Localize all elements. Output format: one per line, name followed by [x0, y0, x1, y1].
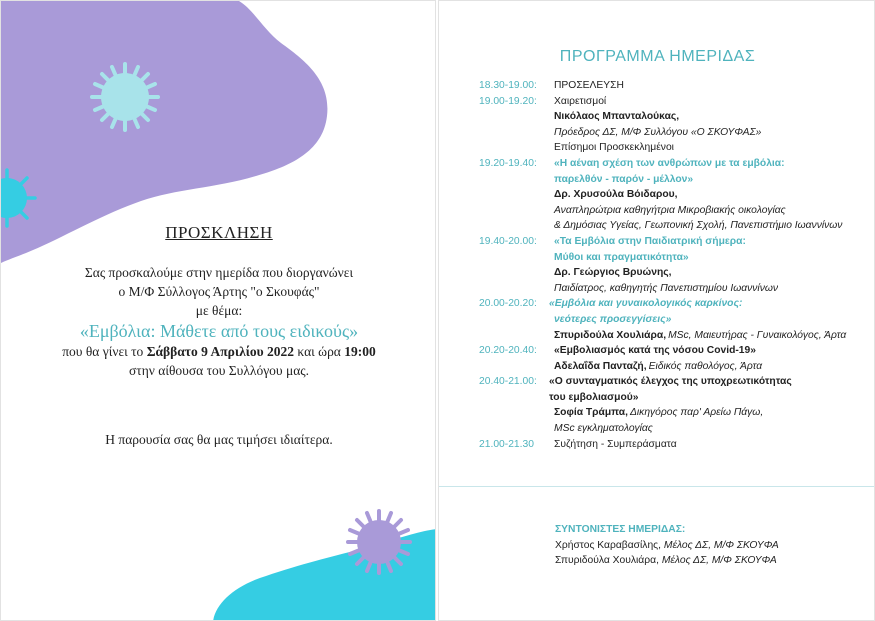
guests-label: Επίσημοι Προσκεκλημένοι: [554, 142, 674, 154]
talk-title-row: [479, 390, 874, 406]
invitation-line: Σας προσκαλούμε στην ημερίδα που διοργανώνει: [84, 265, 354, 280]
role-row: [479, 125, 874, 141]
speaker-role: MSc, Μαιευτήρας - Γυναικολόγος, Άρτα: [668, 329, 847, 341]
speaker-role: Αναπληρώτρια καθηγήτρια Μικροβιακής οικολογίας: [554, 204, 786, 216]
speaker-row: [479, 328, 874, 344]
agenda-time: 20.20-20.40:: [479, 345, 537, 357]
agenda-row-talk1: [479, 156, 874, 172]
talk-title-row: [479, 312, 874, 328]
agenda-time: 19.40-20.00:: [479, 235, 537, 247]
speaker-role: MSc εγκληματολογίας: [554, 423, 653, 435]
talk-title: Μύθοι και πραγματικότητα»: [554, 251, 689, 263]
speaker-role: Πρόεδρος ΔΣ, Μ/Φ Συλλόγου «Ο ΣΚΟΥΦΑΣ»: [554, 126, 762, 138]
coordinator-role: Μέλος ΔΣ, Μ/Φ ΣΚΟΥΦΑ: [661, 555, 777, 567]
role-row: [479, 421, 874, 437]
coordinators-title: ΣΥΝΤΟΝΙΣΤΕΣ ΗΜΕΡΙΔΑΣ:: [555, 524, 686, 535]
speaker-name: Αδελαΐδα Πανταζή,: [554, 360, 647, 372]
talk-title-row: [479, 250, 874, 266]
coordinator-row: [555, 538, 779, 554]
program-title: ΠΡΟΓΡΑΜΜΑ ΗΜΕΡΙΔΑΣ: [559, 48, 756, 65]
virus-icon: [92, 64, 158, 130]
virus-icon: [348, 511, 410, 573]
agenda-row-greetings: [479, 94, 874, 110]
event-time: 19:00: [344, 344, 376, 359]
talk-title: «Τα Εμβόλια στην Παιδιατρική σήμερα:: [554, 235, 746, 247]
invitation-line: με θέμα:: [195, 303, 243, 318]
role-row: [479, 218, 874, 234]
date-prefix: που θα γίνει το: [62, 344, 144, 359]
agenda-row-arrival: [479, 78, 874, 94]
role-row: [479, 281, 874, 297]
agenda-row-talk2: [479, 234, 874, 250]
speaker-role: Ειδικός παθολόγος, Άρτα: [648, 360, 763, 372]
agenda-time: 21.00-21.30: [479, 438, 534, 450]
event-date-line: [1, 342, 436, 361]
agenda-row-discussion: [479, 437, 874, 453]
speaker-name: Σοφία Τράμπα,: [554, 407, 628, 419]
speaker-row: [479, 359, 874, 375]
talk-title: «Εμβολιασμός κατά της νόσου Covid-19»: [554, 345, 756, 357]
program-page: [438, 0, 875, 621]
time-prefix: και ώρα: [297, 344, 341, 359]
coordinator-row: [555, 553, 779, 569]
speaker-row: [479, 109, 874, 125]
speaker-name: Σπυριδούλα Χουλιάρα,: [554, 329, 667, 341]
agenda-time: 20.40-21.00:: [479, 376, 537, 388]
role-row: [479, 203, 874, 219]
speaker-name: Δρ. Γεώργιος Βρυώνης,: [554, 267, 672, 279]
speaker-row: [479, 187, 874, 203]
coordinator-role: Μέλος ΔΣ, Μ/Φ ΣΚΟΥΦΑ: [663, 539, 779, 551]
agenda-row-talk5: [479, 374, 874, 390]
agenda-time: 19.00-19.20:: [479, 95, 537, 107]
speaker-role: Δικηγόρος παρ' Αρείω Πάγω,: [629, 407, 764, 419]
agenda-row-talk3: [479, 296, 874, 312]
coordinators-block: [555, 522, 779, 569]
coordinator-name: Σπυριδούλα Χουλιάρα,: [555, 555, 659, 567]
venue-line: στην αίθουσα του Συλλόγου μας.: [129, 363, 309, 378]
section-divider: [439, 486, 875, 487]
speaker-role: Παιδίατρος, καθηγητής Πανεπιστημίου Ιωαννίνων: [554, 282, 779, 294]
invitation-title: ΠΡΟΣΚΛΗΣΗ: [165, 223, 273, 242]
speaker-role: & Δημόσιας Υγείας, Γεωπονική Σχολή, Πανεπιστήμιο Ιωαννίνων: [554, 220, 843, 232]
event-date: Σάββατο 9 Απριλίου 2022: [146, 344, 295, 359]
organizer-line: ο Μ/Φ Σύλλογος Άρτης "ο Σκουφάς": [118, 284, 320, 299]
speaker-name: Νικόλαος Μπανταλούκας,: [554, 111, 680, 123]
coordinator-name: Χρήστος Καραβασίλης,: [555, 539, 662, 551]
agenda-time: 20.00-20.20:: [479, 298, 537, 310]
invitation-text: [1, 223, 436, 380]
agenda-row-talk4: [479, 343, 874, 359]
talk-title: του εμβολιασμού»: [549, 391, 639, 403]
agenda-time: 18.30-19.00:: [479, 80, 537, 91]
talk-title: «Ο συνταγματικός έλεγχος της υποχρεωτικότητας: [549, 376, 792, 388]
agenda-time: 19.20-19.40:: [479, 157, 537, 169]
speaker-row: [479, 405, 874, 421]
talk-title: «Η αέναη σχέση των ανθρώπων με τα εμβόλια:: [554, 157, 785, 169]
invitation-page: [0, 0, 436, 621]
agenda-label: ΠΡΟΣΕΛΕΥΣΗ: [554, 80, 624, 91]
speaker-row: [479, 265, 874, 281]
agenda-label: Συζήτηση - Συμπεράσματα: [554, 438, 677, 450]
agenda-label: Χαιρετισμοί: [554, 95, 607, 107]
talk-title-row: [479, 172, 874, 188]
closing-line: Η παρουσία σας θα μας τιμήσει ιδιαίτερα.: [105, 432, 333, 447]
agenda-list: [479, 78, 874, 452]
talk-title: «Εμβόλια και γυναικολογικός καρκίνος:: [549, 298, 743, 310]
event-topic: «Εμβόλια: Μάθετε από τους ειδικούς»: [79, 321, 359, 341]
guests-row: [479, 140, 874, 156]
speaker-name: Δρ. Χρυσούλα Βόιδαρου,: [554, 189, 678, 201]
talk-title: παρελθόν - παρόν - μέλλον»: [554, 173, 694, 185]
talk-title: νεότερες προσεγγίσεις»: [554, 313, 672, 325]
